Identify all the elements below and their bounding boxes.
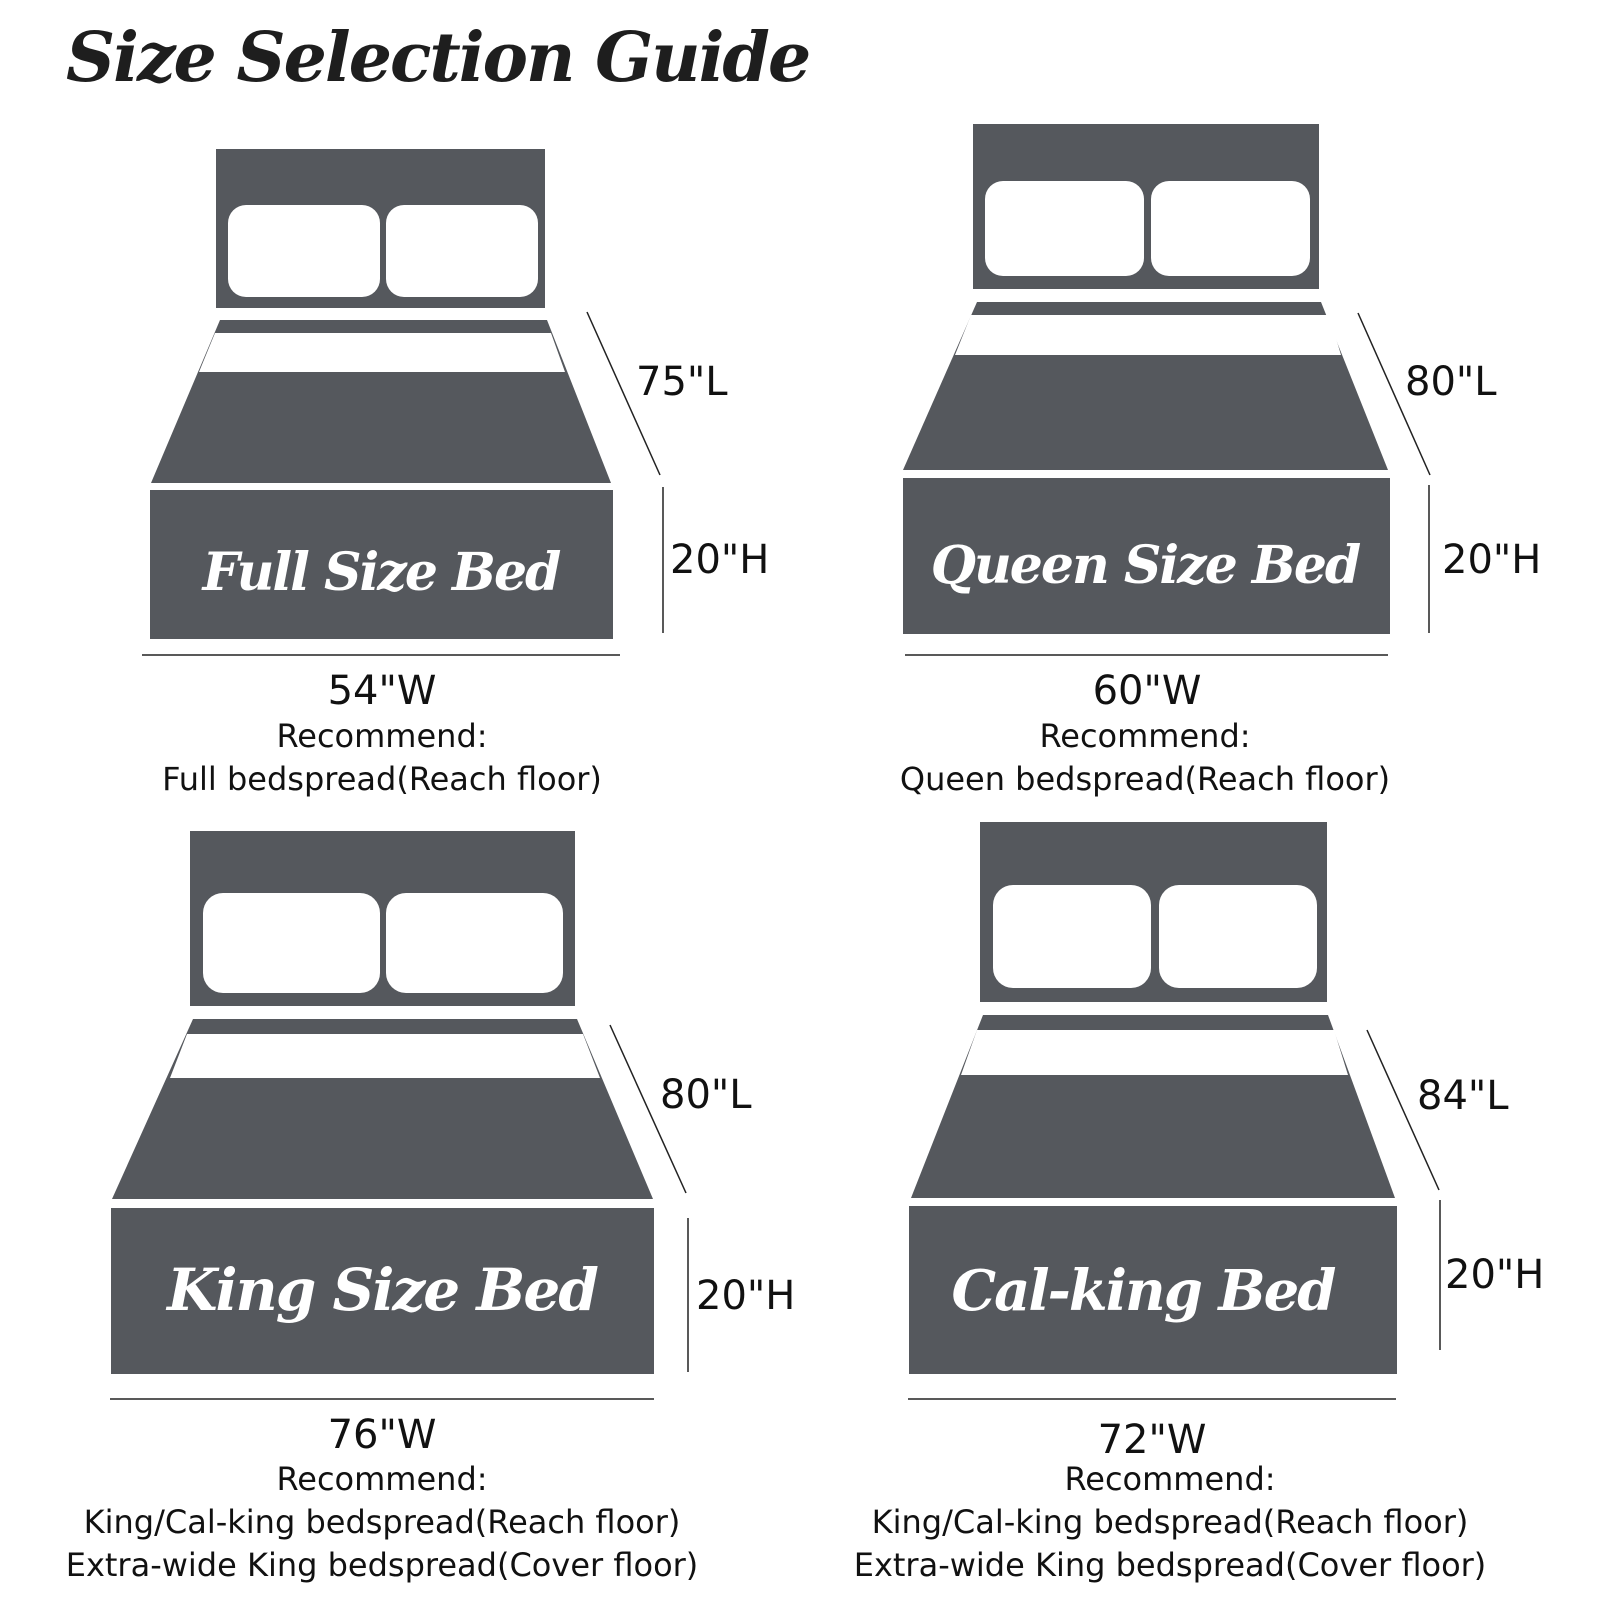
recommend-line: Queen bedspread(Reach floor) bbox=[899, 760, 1391, 798]
bed-name-label: Cal-king Bed bbox=[951, 1258, 1335, 1324]
recommend-label: Recommend: bbox=[1039, 717, 1251, 755]
bed-name-label: King Size Bed bbox=[167, 1256, 597, 1324]
recommend-line: Full bedspread(Reach floor) bbox=[162, 760, 602, 798]
width-label: 60"W bbox=[1092, 668, 1202, 714]
length-label: 84"L bbox=[1417, 1073, 1509, 1119]
bed-name-label: Full Size Bed bbox=[202, 542, 560, 603]
king-size-bed-diagram bbox=[110, 831, 795, 1458]
recommend-label: Recommend: bbox=[1064, 1460, 1276, 1498]
pillow-right bbox=[1159, 885, 1317, 988]
recommend-line: King/Cal-king bedspread(Reach floor) bbox=[871, 1503, 1469, 1541]
pillow-left bbox=[985, 181, 1144, 276]
recommend-label: Recommend: bbox=[276, 717, 488, 755]
pillow-right bbox=[386, 205, 538, 297]
recommend-line: King/Cal-king bedspread(Reach floor) bbox=[83, 1503, 681, 1541]
width-label: 72"W bbox=[1097, 1417, 1207, 1463]
width-label: 76"W bbox=[327, 1412, 437, 1458]
recommend-line: Extra-wide King bedspread(Cover floor) bbox=[65, 1546, 699, 1584]
recommend-label: Recommend: bbox=[276, 1460, 488, 1498]
sheet-fold bbox=[199, 333, 565, 372]
sheet-fold bbox=[961, 1030, 1348, 1075]
pillow-left bbox=[993, 885, 1151, 988]
height-label: 20"H bbox=[696, 1273, 796, 1319]
sheet-fold bbox=[955, 315, 1341, 355]
height-label: 20"H bbox=[1445, 1252, 1545, 1298]
queen-size-bed-diagram bbox=[903, 124, 1541, 714]
height-label: 20"H bbox=[670, 537, 770, 583]
king-recommendation bbox=[2, 1458, 762, 1587]
bed-name-label: Queen Size Bed bbox=[930, 535, 1360, 596]
sheet-fold bbox=[170, 1034, 600, 1078]
width-label: 54"W bbox=[327, 668, 437, 714]
cal-king-bed-diagram bbox=[908, 822, 1544, 1463]
full-size-bed-diagram bbox=[142, 149, 769, 714]
length-label: 75"L bbox=[636, 359, 728, 405]
pillow-right bbox=[1151, 181, 1310, 276]
recommend-line: Extra-wide King bedspread(Cover floor) bbox=[853, 1546, 1487, 1584]
cal-king-recommendation bbox=[790, 1458, 1550, 1587]
queen-recommendation bbox=[765, 715, 1525, 801]
pillow-left bbox=[203, 893, 380, 993]
full-recommendation bbox=[2, 715, 762, 801]
height-label: 20"H bbox=[1442, 537, 1542, 583]
pillow-right bbox=[386, 893, 563, 993]
page-title: Size Selection Guide bbox=[66, 18, 810, 98]
length-label: 80"L bbox=[660, 1072, 752, 1118]
pillow-left bbox=[228, 205, 380, 297]
length-label: 80"L bbox=[1405, 359, 1497, 405]
